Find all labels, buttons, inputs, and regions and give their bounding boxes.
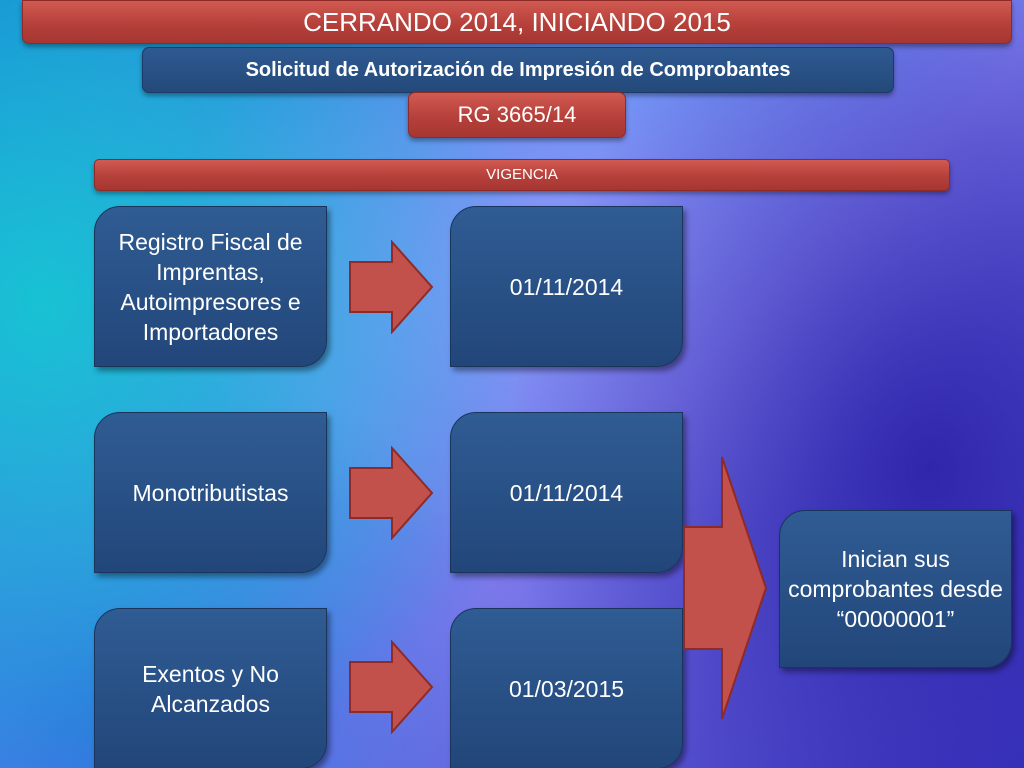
category-box-monotributistas [94, 412, 327, 573]
category-box-exentos [94, 608, 327, 768]
title-banner [22, 0, 1012, 44]
category-label: Monotributistas [132, 479, 289, 506]
date-box-row2 [450, 412, 683, 573]
category-label: Exentos y No Alcanzados [142, 660, 279, 717]
page-subtitle: Solicitud de Autorización de Impresión de Comprobantes [245, 59, 791, 81]
resolution-label: RG 3665/14 [457, 102, 577, 127]
date-label: 01/03/2015 [508, 675, 625, 702]
arrow-right-icon [348, 240, 434, 334]
subtitle-banner [142, 47, 894, 93]
resolution-badge [408, 92, 626, 138]
result-label: Inician sus comprobantes desde “00000001” [788, 546, 1003, 632]
date-label: 01/11/2014 [509, 479, 624, 506]
result-box [779, 510, 1012, 668]
page-title: CERRANDO 2014, INICIANDO 2015 [303, 7, 731, 37]
section-label: VIGENCIA [486, 166, 558, 183]
category-box-imprentas [94, 206, 327, 367]
date-box-row3 [450, 608, 683, 768]
section-banner [94, 159, 950, 191]
date-box-row1 [450, 206, 683, 367]
arrow-right-icon [348, 640, 434, 734]
date-label: 01/11/2014 [509, 273, 624, 300]
big-arrow-right-icon [682, 455, 768, 721]
category-label: Registro Fiscal de Imprentas, Autoimpresores e Importadores [118, 228, 303, 345]
arrow-right-icon [348, 446, 434, 540]
